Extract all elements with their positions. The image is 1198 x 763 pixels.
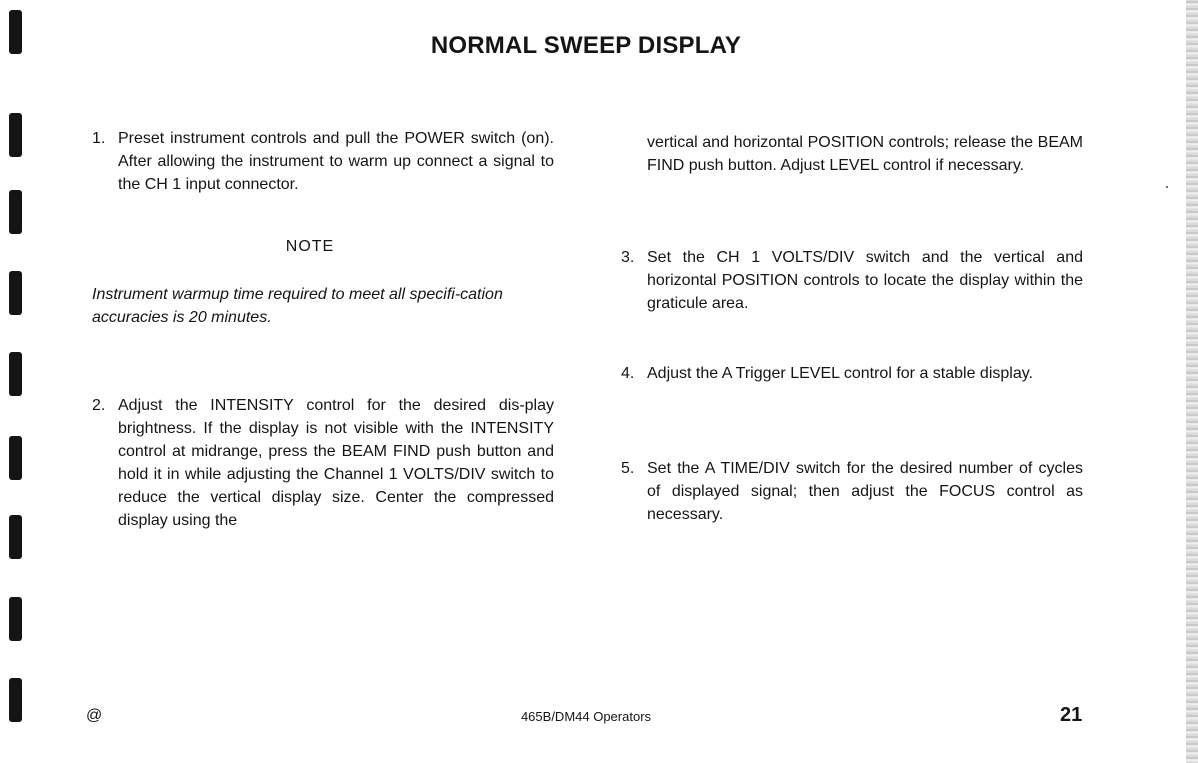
scan-speck <box>1166 186 1168 188</box>
page-edge <box>1186 0 1198 763</box>
step-number: 5. <box>621 460 635 477</box>
note-heading: NOTE <box>285 238 335 255</box>
note-text: Instrument warmup time required to meet all specifi-cation accuracies is 20 minutes. <box>92 286 503 326</box>
page-number: 21 <box>1060 704 1083 726</box>
binding-mark <box>9 515 22 559</box>
step-text: Adjust the A Trigger LEVEL control for a stable display. <box>647 365 1033 382</box>
step-2 <box>92 394 554 532</box>
step-text: vertical and horizontal POSITION controls; release the BEAM FIND push button. Adjust LEVEL control if necessary. <box>647 134 1083 174</box>
step-text: Adjust the INTENSITY control for the desired dis-play brightness. If the display is not visible with the INTENSITY control at midrange, press the BEAM FIND push button and hold it in while adjusting the Channel 1 VOLTS/DIV switch to reduce the vertical display size. Center the compressed display using the <box>118 397 554 529</box>
step-4 <box>621 362 1083 385</box>
step-number <box>621 131 647 177</box>
step-text: Set the A TIME/DIV switch for the desired number of cycles of displayed signal; then adjust the FOCUS control as necessary. <box>647 460 1083 523</box>
step-number: 4. <box>621 365 635 382</box>
footer-manual-title: 465B/DM44 Operators <box>520 709 652 724</box>
step-number: 2. <box>92 397 106 414</box>
step-number: 1. <box>92 130 106 147</box>
step-text: Preset instrument controls and pull the POWER switch (on). After allowing the instrument to warm up connect a signal to the CH 1 input connector. <box>118 130 554 193</box>
binding-mark <box>9 113 22 157</box>
binding-mark <box>9 597 22 641</box>
binding-mark <box>9 271 22 315</box>
step-3 <box>621 246 1083 315</box>
footer-symbol: @ <box>86 707 103 724</box>
binding-mark <box>9 352 22 396</box>
binding-mark <box>9 190 22 234</box>
step-number: 3. <box>621 249 635 266</box>
step-5 <box>621 457 1083 526</box>
step-2-continued <box>621 131 1083 177</box>
binding-mark <box>9 436 22 480</box>
page-title: NORMAL SWEEP DISPLAY <box>430 32 742 59</box>
step-1 <box>92 127 554 196</box>
step-text: Set the CH 1 VOLTS/DIV switch and the vertical and horizontal POSITION controls to locate the display within the graticule area. <box>647 249 1083 312</box>
